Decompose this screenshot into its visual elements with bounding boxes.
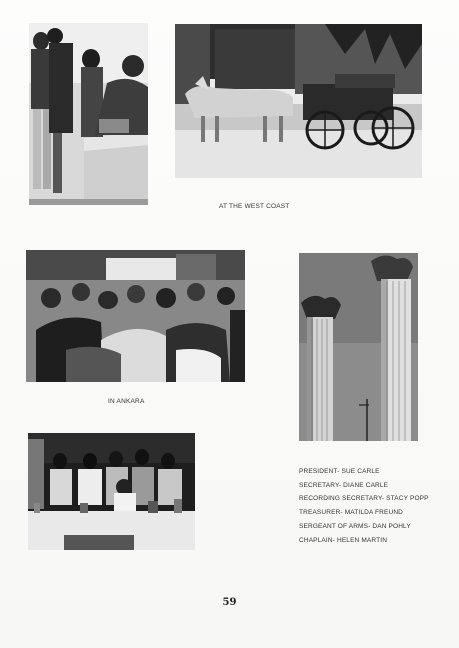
officer-recording-secretary: RECORDING SECRETARY- STACY POPP — [299, 495, 429, 503]
officer-secretary: SECRETARY- DIANE CARLE — [299, 481, 389, 489]
caption-west-coast: AT THE WEST COAST — [219, 203, 290, 210]
page-number: 59 — [222, 597, 237, 608]
officers-list — [299, 465, 429, 547]
photo-students-on-steps — [29, 23, 148, 205]
caption-ankara: IN ANKARA — [108, 398, 145, 405]
officer-sergeant-of-arms: SERGEANT OF ARMS- DAN POHLY — [299, 522, 411, 530]
photo-crowd-ankara — [26, 250, 245, 382]
officer-chaplain: CHAPLAIN- HELEN MARTIN — [299, 536, 388, 544]
photo-group-at-table — [28, 433, 195, 550]
photo-horse-carriage — [175, 24, 422, 178]
photo-ancient-columns — [299, 253, 418, 441]
officer-treasurer: TREASURER- MATILDA FREUND — [299, 509, 404, 517]
officer-president: PRESIDENT- SUE CARLE — [299, 468, 380, 475]
